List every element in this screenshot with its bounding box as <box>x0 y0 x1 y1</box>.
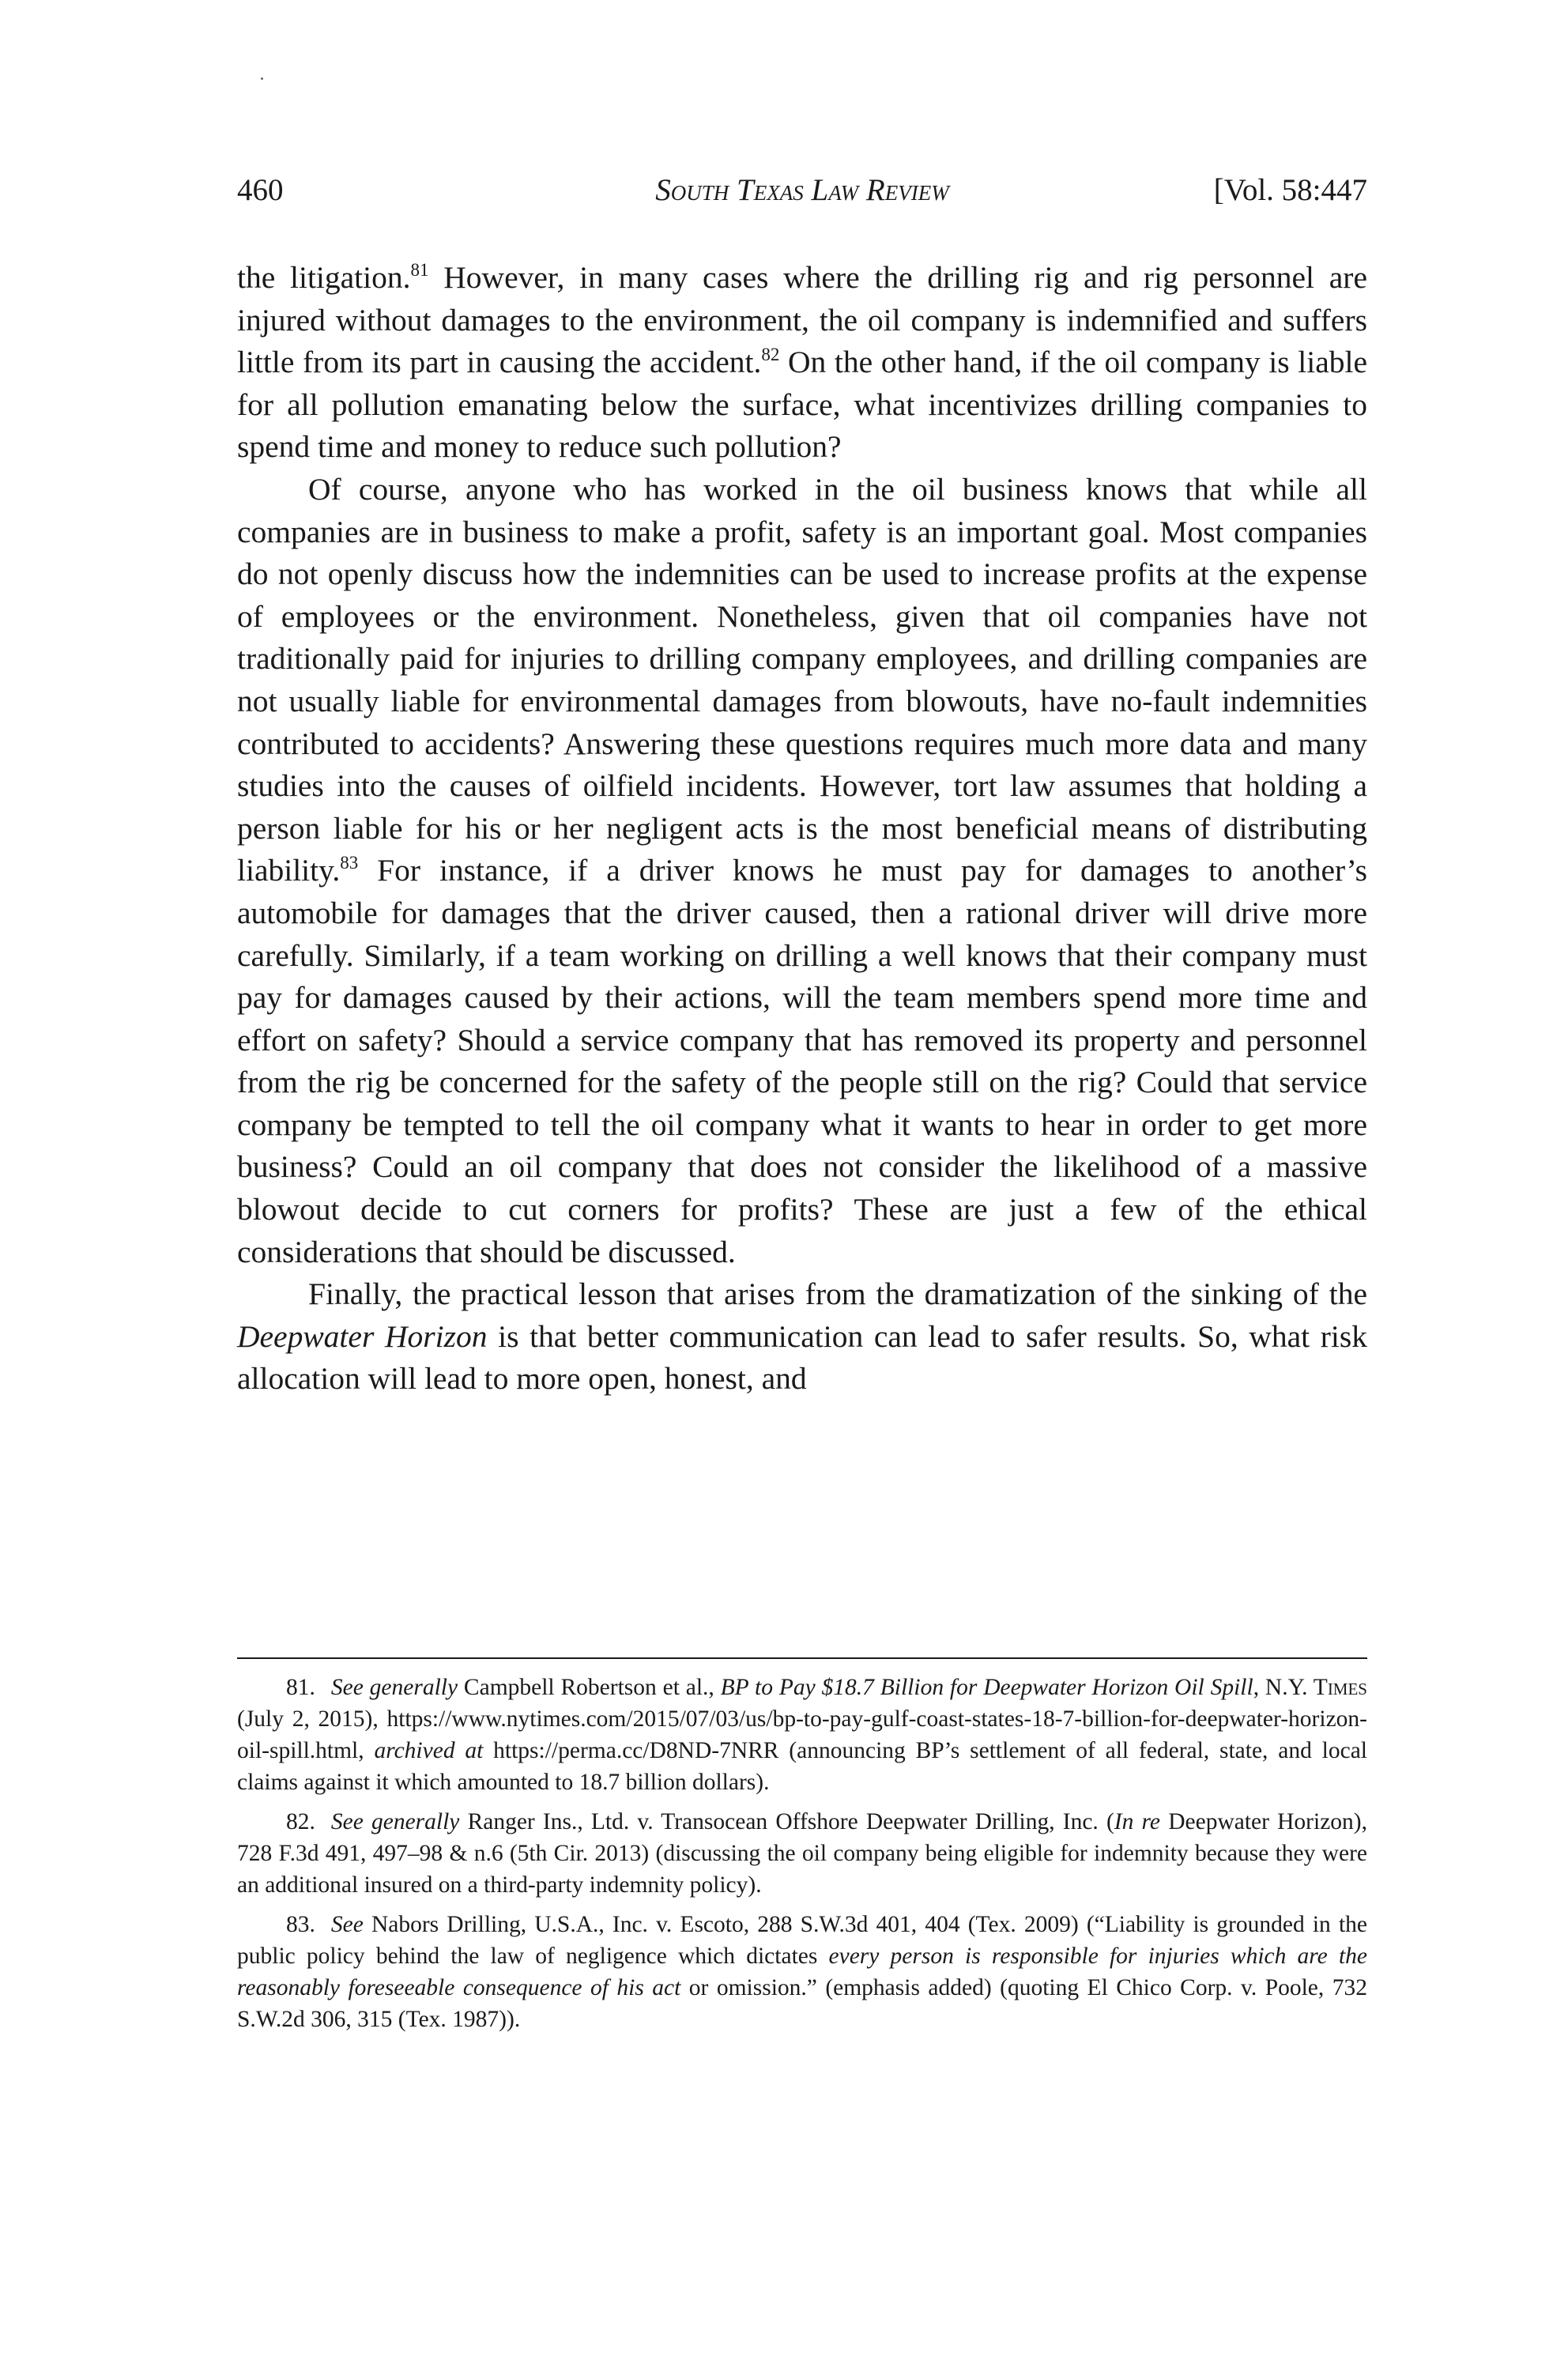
footnote-ref-81[interactable]: 81 <box>410 260 429 280</box>
footnotes <box>237 1672 1367 2043</box>
volume-citation: [Vol. 58:447 <box>1213 173 1367 207</box>
footnote-ref-83[interactable]: 83 <box>340 853 359 873</box>
page-number: 460 <box>237 173 284 207</box>
paragraph: the litigation.$^{81}$ However, in many cases where the drilling rig and rig personnel are injured without damages to the environment, the oil company is indemnified and suffers little from its part in causing the accident.$^{82}$ On the other hand, if the oil company is liable for all pollution emanating below the surface, what incentivizes drilling companies to spend time and money to reduce such pollution? <box>237 260 1367 465</box>
footnote-ref-82[interactable]: 82 <box>761 345 780 365</box>
paragraph: Of course, anyone who has worked in the oil business knows that while all companies are in business to make a profit, safety is an important goal. Most companies do not openly discuss how the indemnities can be used to increase profits at the expense of employees or the environment. Nonetheless, given that oil companies have not traditionally paid for injuries to drilling company employees, and drilling companies are not usually liable for environmental damages from blowouts, have no-fault indemnities contributed to accidents? Answering these questions requires much more data and many studies into the causes of oilfield incidents. However, tort law assumes that holding a person liable for his or her negligent acts is the most beneficial means of distributing liability.$^{83}$ For instance, if a driver knows he must pay for damages to another’s automobile for damages that the driver caused, then a rational driver will drive more carefully. Similarly, if a team working on drilling a well knows that their company must pay for damages caused by their actions, will the team members spend more time and effort on safety? Should a service company that has removed its property and personnel from the rig be concerned for the safety of the people still on the rig? Could that service company be tempted to tell the oil company what it wants to hear in order to get more business? Could an oil company that does not consider the likelihood of a massive blowout decide to cut corners for profits? These are just a few of the ethical considerations that should be discussed. <box>237 471 1367 1269</box>
journal-title: South Texas Law Review <box>655 173 949 207</box>
footnote-82: 82. See generally Ranger Ins., Ltd. v. Transocean Offshore Deepwater Drilling, Inc. (In re Deepwater Horizon), 728 F.3d 491, 497–98 & n.6 (5th Cir. 2013) (discussing the oil company being eligible for indemnity because they were an additional insured on a third-party indemnity policy). <box>237 1809 1367 1898</box>
footnote-81: 81. See generally Campbell Robertson et al., BP to Pay $18.7 Billion for Deepwater Horizon Oil Spill, N.Y. Times (July 2, 2015), https://www.nytimes.com/2015/07/03/us/bp-to-pay-gulf-coast-states-18-7-billion-for-deepwater-horizon-oil-spill.html, archived at https://perma.cc/D8ND-7NRR (announcing BP’s settlement of all federal, state, and local claims against it which amounted to 18.7 billion dollars). <box>237 1675 1367 1795</box>
footnote-divider <box>237 1657 1367 1659</box>
paragraph: Finally, the practical lesson that arises from the dramatization of the sinking of the Deepwater Horizon is that better communication can lead to safer results. So, what risk allocation will lead to more open, honest, and <box>237 1276 1367 1397</box>
main-text <box>237 257 1367 1401</box>
footnote-83: 83. See Nabors Drilling, U.S.A., Inc. v. Escoto, 288 S.W.3d 401, 404 (Tex. 2009) (“Liability is grounded in the public policy behind the law of negligence which dictates every person is responsible for injuries which are the reasonably foreseeable consequence of his act or omission.” (emphasis added) (quoting El Chico Corp. v. Poole, 732 S.W.2d 306, 315 (Tex. 1987)). <box>237 1912 1367 2032</box>
scan-speck <box>261 77 263 80</box>
running-header <box>237 172 1367 220</box>
